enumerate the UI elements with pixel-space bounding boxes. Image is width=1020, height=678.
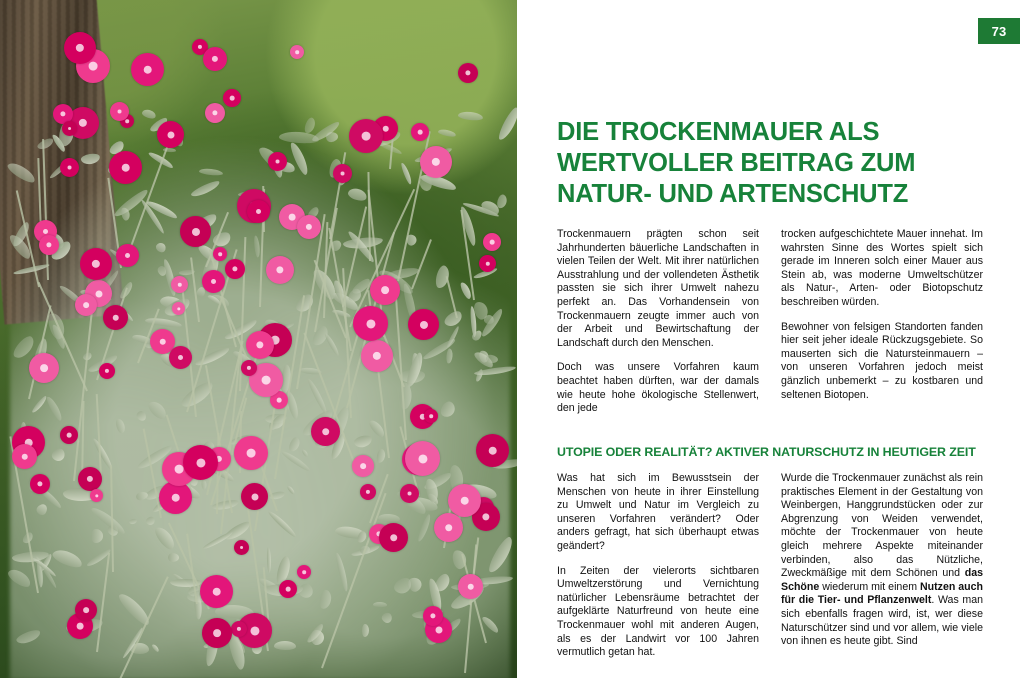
text-run-bold: Nutzen auch für die Tier- und Pflanzenwelt <box>781 580 983 607</box>
page-title: DIE TROCKENMAUER ALS WERTVOLLER BEITRAG ZUM NATUR- UND ARTENSCHUTZ <box>557 118 916 209</box>
page-number-badge: 73 <box>978 18 1020 44</box>
paragraph: Bewohner von felsigen Standorten fanden hier seit jeher ideale Rückzugsgebiete. So mauserten sich die Natursteinmauern – von unseren Vorfahren jedoch meist gänzlich unbemerkt – zu kostbaren und seltenen Biotopen. <box>781 320 983 401</box>
paragraph: Trockenmauern prägten schon seit Jahrhunderten bäuerliche Landschaften in vielen Teilen der Welt. Mit ihrer natürlichen Ausstrahlung und der vollendeten Ästhetik passten sie sich ihrer Umwelt nahezu perfekt an. Das Vorhandensein von Trockenmauern zeugte immer auch von der Arbeit und Bewirtschaftung der Landschaft durch den Menschen. <box>557 228 759 349</box>
paragraph: Doch was unsere Vorfahren kaum beachtet haben dürften, war der damals wie heute hohe ökologische Stellenwert, den jede <box>557 361 759 415</box>
text-run: . Was man sich ebenfalls fragen wird, ist, wer diese Naturschützer sind und vor allem, wie viele von ihnen es heute gibt. Sind <box>781 594 983 648</box>
intro-column-left <box>557 228 759 416</box>
paragraph: In Zeiten der vielerorts sichtbaren Umweltzerstörung und Vernichtung natürlicher Lebensräume betrachtet der aufgeklärte Naturfreund von heute eine Trockenmauer wohl mit anderen Augen, als es der Landwirt vor 100 Jahren vermutlich getan hat. <box>557 564 759 659</box>
section-subheading: UTOPIE ODER REALITÄT? AKTIVER NATURSCHUTZ IN HEUTIGER ZEIT <box>557 445 976 460</box>
paragraph: trocken aufgeschichtete Mauer innehat. Im wahrsten Sinne des Wortes spielt sich gerade im Inneren solch einer Mauer aus Stein ab, was moderne Umweltschützer als Natur-, Arten- oder Biotopschutz beschreiben würden. <box>781 228 983 308</box>
text-column <box>520 0 1020 678</box>
paragraph: Was hat sich im Bewusstsein der Menschen von heute in ihrer Einstellung zu Umwelt und Natur im Vergleich zu unseren Vorfahren verändert? Oder anders gefragt, hat sich überhaupt etwas geändert? <box>557 472 759 552</box>
paragraph-rich <box>781 472 983 649</box>
text-run: Wurde die Trockenmauer zunächst als rein praktisches Element in der Gestaltung von Weinbergen, Hanggrundstücken oder zur Abgrenzung von Weiden verwendet, möchte der Trockenmauer von heute gleich mehrere Aspekte miteinander verbinden, also das Nützliche, Zweckmäßige mit dem Schönen und <box>781 472 983 580</box>
text-run: wiederum mit einem <box>819 580 920 593</box>
section-columns <box>557 472 984 660</box>
text-run-bold: das Schöne <box>781 567 983 593</box>
intro-columns <box>557 228 984 416</box>
section-column-right <box>781 472 983 660</box>
section-column-left <box>557 472 759 660</box>
intro-column-right <box>781 228 983 416</box>
